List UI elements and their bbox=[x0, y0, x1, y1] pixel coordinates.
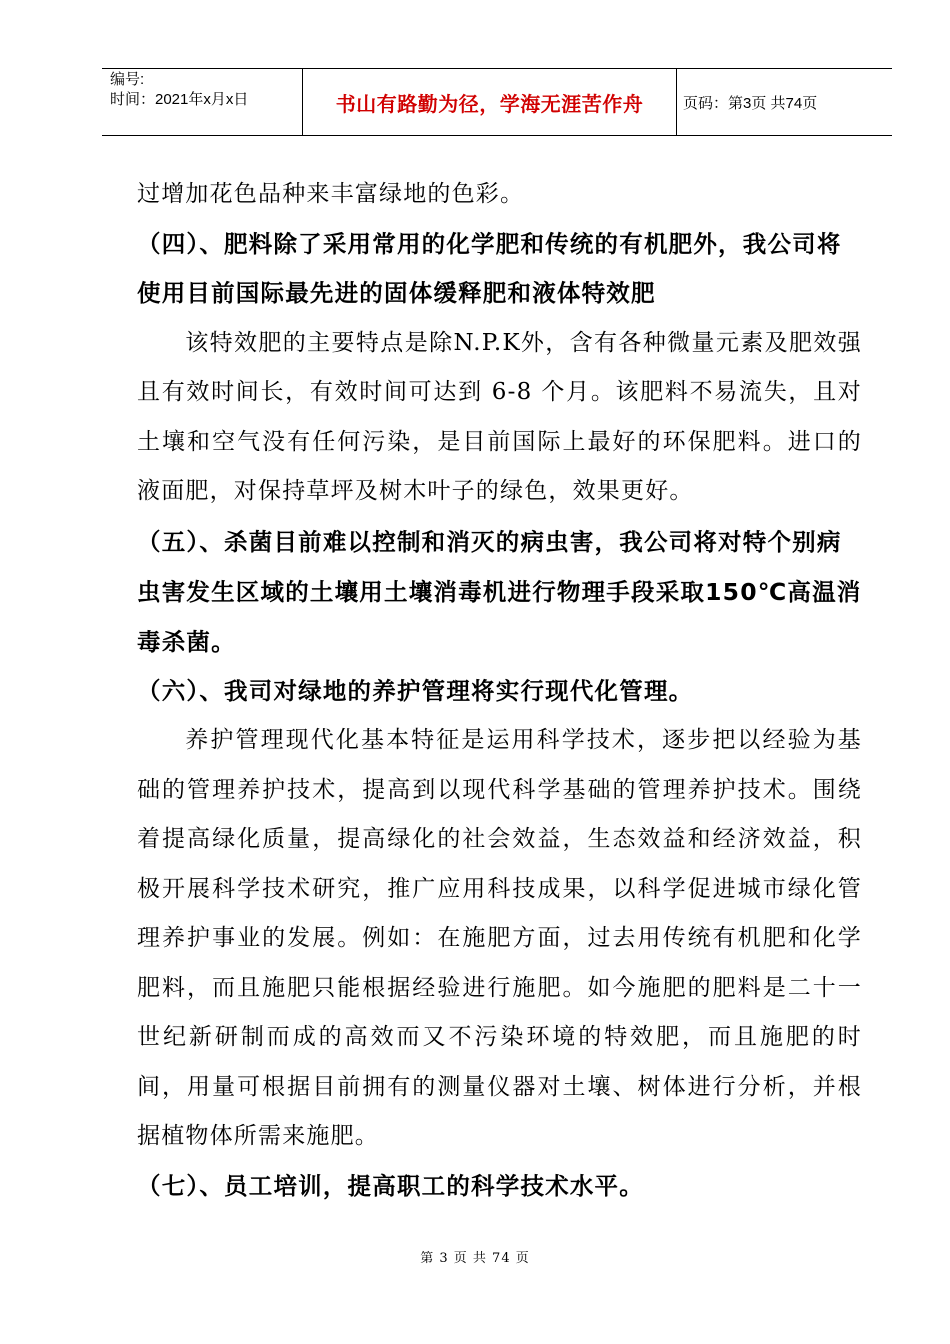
document-header bbox=[102, 68, 892, 136]
motto-text: 书山有路勤为径，学海无涯苦作舟 bbox=[335, 91, 644, 116]
page-footer: 第 3 页 共 74 页 bbox=[420, 1251, 530, 1266]
paragraph-3: 养护管理现代化基本特征是运用科学技术，逐步把以经验为基础的管理养护技术，提高到以现代科学基础的管理养护技术。围绕着提高绿化质量，提高绿化的社会效益，生态效益和经济效益，积极开展科学技术研究，推广应用科技成果，以科学促进城市绿化管理养护事业的发展。例如：在施肥方面，过去用传统有机肥和化学肥料，而且施肥只能根据经验进行施肥。如今施肥的肥料是二十一世纪新研制而成的高效而又不污染环境的特效肥，而且施肥的时间，用量可根据目前拥有的测量仪器对土壤、树体进行分析，并根据植物体所需来施肥。 bbox=[137, 727, 862, 1149]
paragraph-2: 该特效肥的主要特点是除N.P.K外，含有各种微量元素及肥效强且有效时间长，有效时间可达到 6-8 个月。该肥料不易流失，且对土壤和空气没有任何污染，是目前国际上最好的环保肥料。进口的液面肥，对保持草坪及树木叶子的绿色，效果更好。 bbox=[137, 329, 862, 504]
section-heading-4: （四）、肥料除了采用常用的化学肥和传统的有机肥外，我公司将使用目前国际最先进的固体缓释肥和液体特效肥 bbox=[137, 229, 842, 307]
header-meta-cell bbox=[102, 69, 303, 135]
section-heading-5: （五）、杀菌目前难以控制和消灭的病虫害，我公司将对特个别病虫害发生区域的土壤用土壤消毒机进行物理手段采取150℃高温消毒杀菌。 bbox=[137, 527, 862, 656]
page-code: 页码：第3页 共74页 bbox=[683, 94, 818, 112]
section-heading-7: （七）、员工培训，提高职工的科学技术水平。 bbox=[137, 1171, 644, 1200]
number-label: 编号: bbox=[110, 71, 145, 88]
time-label: 时间：2021年x月x日 bbox=[110, 91, 249, 108]
paragraph-1: 过增加花色品种来丰富绿地的色彩。 bbox=[137, 181, 525, 207]
header-motto-cell bbox=[303, 69, 677, 135]
document-body bbox=[137, 170, 862, 1211]
section-heading-6: （六）、我司对绿地的养护管理将实行现代化管理。 bbox=[137, 676, 694, 705]
header-page-cell bbox=[677, 69, 892, 135]
